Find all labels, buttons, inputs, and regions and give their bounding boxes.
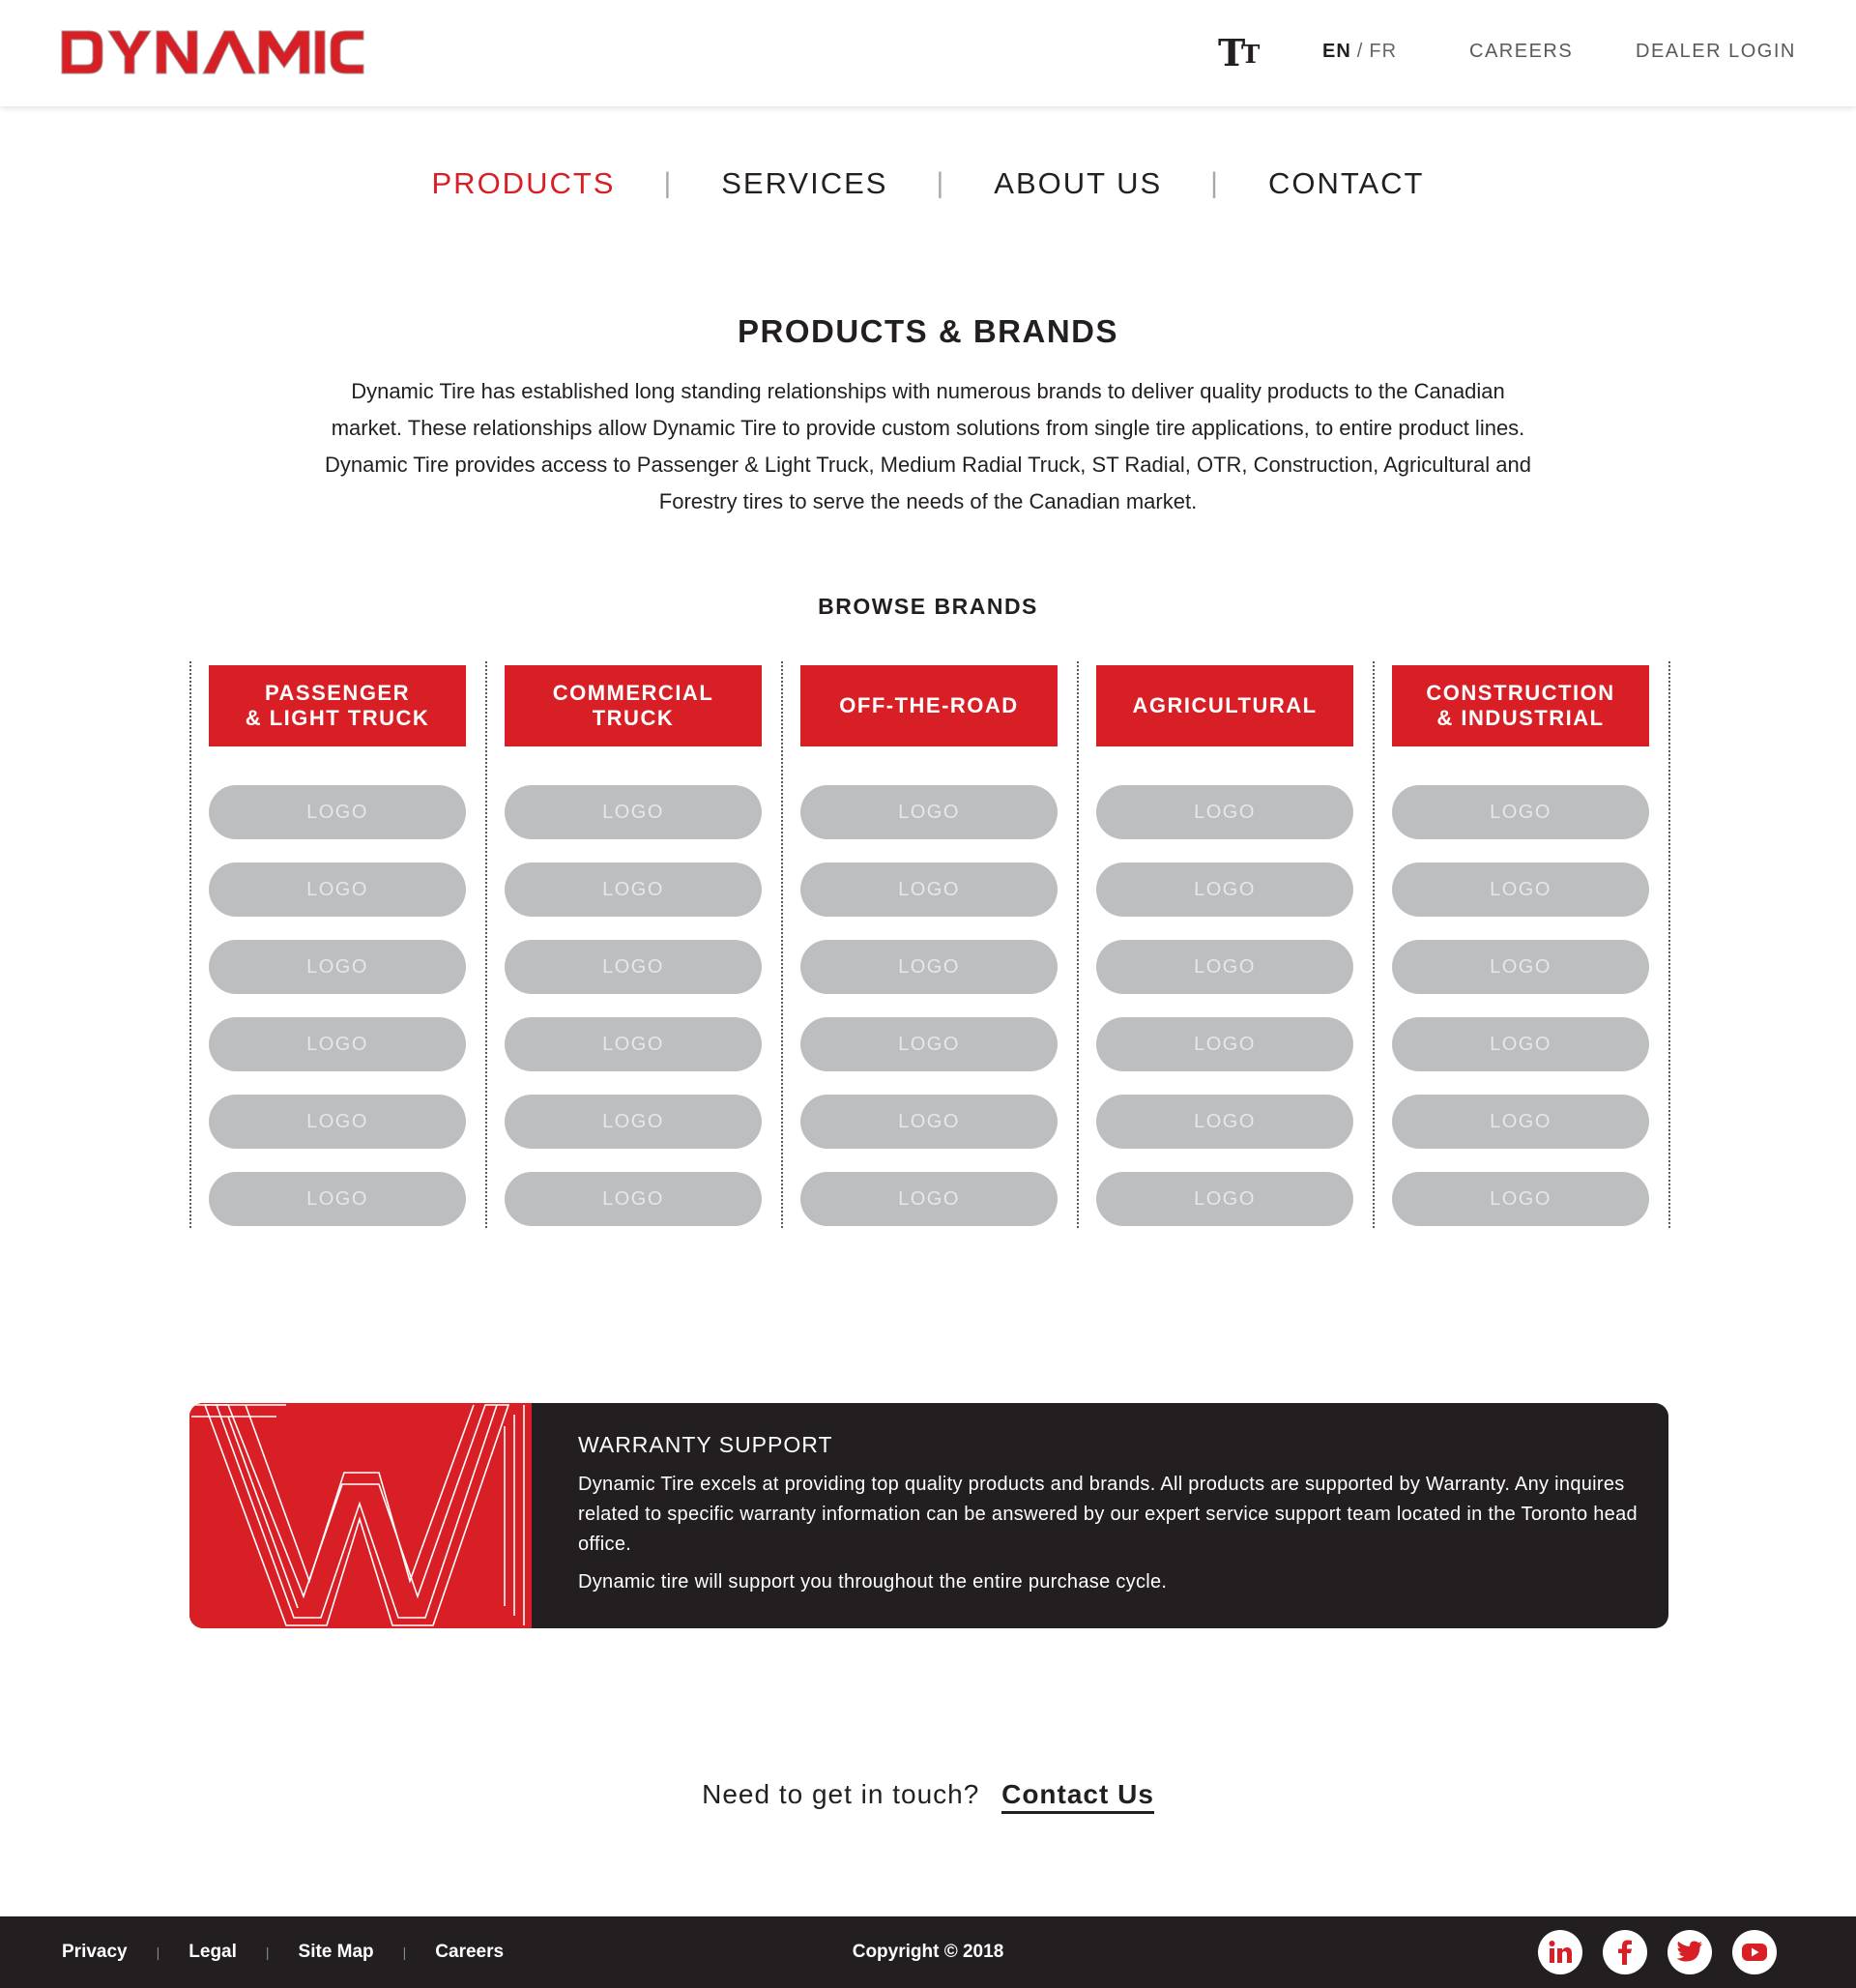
warranty-title: WARRANTY SUPPORT (578, 1432, 833, 1457)
brand-logo[interactable]: LOGO (800, 1017, 1058, 1071)
text-size-icon-large-t: T (1218, 31, 1246, 74)
nav-separator: | (1210, 167, 1220, 199)
brand-logo[interactable]: LOGO (209, 1172, 466, 1226)
brand-logo[interactable]: LOGO (1392, 940, 1649, 994)
contact-us-link[interactable]: Contact Us (1001, 1779, 1154, 1814)
lang-en-link[interactable]: EN (1322, 41, 1351, 62)
main-nav (0, 162, 1856, 205)
category-construction-industrial[interactable]: CONSTRUCTION & INDUSTRIAL (1392, 665, 1649, 746)
column-divider (1077, 661, 1079, 1228)
careers-link[interactable]: CAREERS (1469, 41, 1574, 62)
warranty-w-graphic (189, 1403, 532, 1628)
category-off-the-road[interactable]: OFF-THE-ROAD (800, 665, 1058, 746)
brand-logo[interactable]: LOGO (505, 940, 762, 994)
social-links (1538, 1930, 1777, 1974)
logo-list (1392, 785, 1649, 1226)
brand-logo[interactable]: LOGO (209, 1017, 466, 1071)
lang-separator: / (1356, 41, 1364, 62)
language-switcher (1322, 41, 1397, 63)
brand-logo[interactable]: LOGO (1096, 785, 1353, 839)
column-divider (189, 661, 191, 1228)
brand-column-agricultural (1096, 665, 1353, 1226)
w-outline-graphic (189, 1403, 532, 1628)
youtube-icon[interactable] (1732, 1930, 1777, 1974)
brand-logo[interactable]: LOGO (1096, 862, 1353, 917)
brand-logo[interactable]: LOGO (1096, 940, 1353, 994)
brand-column-commercial (505, 665, 762, 1226)
warranty-text (578, 1432, 1641, 1597)
category-agricultural[interactable]: AGRICULTURAL (1096, 665, 1353, 746)
browse-brands-heading: BROWSE BRANDS (818, 594, 1038, 619)
brand-logo[interactable]: LOGO (505, 1095, 762, 1149)
logo-list (1096, 785, 1353, 1226)
brand-logo[interactable]: LOGO (1096, 1172, 1353, 1226)
brand-logo[interactable]: LOGO (505, 862, 762, 917)
facebook-icon[interactable] (1603, 1930, 1647, 1974)
brand-logo[interactable]: LOGO (1096, 1095, 1353, 1149)
page-title: PRODUCTS & BRANDS (737, 313, 1118, 349)
column-divider (485, 661, 487, 1228)
brand-logo[interactable]: LOGO (505, 1172, 762, 1226)
footer-separator: | (156, 1944, 160, 1960)
column-divider (1668, 661, 1670, 1228)
brand-logo[interactable]: LOGO (1392, 1172, 1649, 1226)
logo-list (209, 785, 466, 1226)
brand-logo[interactable]: LOGO (1392, 1095, 1649, 1149)
linkedin-icon[interactable] (1538, 1930, 1582, 1974)
column-divider (1373, 661, 1375, 1228)
dealer-login-link[interactable]: DEALER LOGIN (1636, 41, 1796, 62)
footer-legal-link[interactable]: Legal (188, 1942, 237, 1962)
contact-question: Need to get in touch? (702, 1779, 980, 1809)
top-header (0, 0, 1856, 106)
footer (0, 1916, 1856, 1988)
nav-contact[interactable]: CONTACT (1267, 166, 1425, 200)
brand-column-construction (1392, 665, 1649, 1226)
category-commercial-truck[interactable]: COMMERCIAL TRUCK (505, 665, 762, 746)
brand-logo[interactable]: LOGO (209, 940, 466, 994)
warranty-card (189, 1403, 1668, 1628)
brand-logo[interactable]: LOGO (505, 1017, 762, 1071)
footer-separator: | (265, 1944, 270, 1960)
brand-column-off-the-road (800, 665, 1058, 1226)
brand-logo[interactable]: LOGO (209, 785, 466, 839)
nav-services[interactable]: SERVICES (721, 166, 888, 200)
nav-separator: | (663, 167, 674, 199)
brand-logo[interactable]: LOGO (800, 940, 1058, 994)
brand-logo[interactable]: LOGO (800, 785, 1058, 839)
brand-column-passenger (209, 665, 466, 1226)
footer-separator: | (402, 1944, 407, 1960)
brand-logo[interactable]: LOGO (800, 862, 1058, 917)
twitter-icon[interactable] (1668, 1930, 1712, 1974)
brand-logo[interactable]: LOGO (1392, 862, 1649, 917)
warranty-paragraph: Dynamic Tire excels at providing top quality products and brands. All products are supported by Warranty. Any inquires related to specific warranty information can be answered by our expert service support team located in the Toronto head office. (578, 1474, 1638, 1555)
brand-logo[interactable]: LOGO (209, 862, 466, 917)
footer-sitemap-link[interactable]: Site Map (298, 1942, 374, 1962)
text-size-icon[interactable] (1218, 31, 1262, 74)
brand-logo[interactable]: LOGO (1096, 1017, 1353, 1071)
brand-logo[interactable]: LOGO (800, 1172, 1058, 1226)
nav-products[interactable]: PRODUCTS (431, 166, 616, 200)
brand-logo[interactable]: LOGO (505, 785, 762, 839)
lang-fr-link[interactable]: FR (1369, 41, 1398, 62)
category-passenger-light-truck[interactable]: PASSENGER & LIGHT TRUCK (209, 665, 466, 746)
brand-logo[interactable]: LOGO (1392, 1017, 1649, 1071)
logo-list (505, 785, 762, 1226)
brand-logo[interactable]: LOGO (800, 1095, 1058, 1149)
column-divider (781, 661, 783, 1228)
logo-list (800, 785, 1058, 1226)
text-size-icon-small-t: T (1241, 41, 1261, 70)
warranty-paragraph-2: Dynamic tire will support you throughout the entire purchase cycle. (578, 1571, 1168, 1593)
contact-prompt (0, 1779, 1856, 1810)
copyright: Copyright © 2018 (852, 1942, 1004, 1962)
dynamic-logo[interactable] (60, 25, 365, 79)
footer-privacy-link[interactable]: Privacy (62, 1942, 128, 1962)
nav-about-us[interactable]: ABOUT US (994, 166, 1163, 200)
dynamic-logo-graphic (60, 25, 365, 79)
brand-logo[interactable]: LOGO (209, 1095, 466, 1149)
footer-careers-link[interactable]: Careers (435, 1942, 505, 1962)
nav-separator: | (936, 167, 946, 199)
brand-logo[interactable]: LOGO (1392, 785, 1649, 839)
intro-paragraph: Dynamic Tire has established long standing relationships with numerous brands to deliver quality products to the Canadian market. These relationships allow Dynamic Tire to provide custom solutions from single tire applications, to entire product lines. Dynamic Tire provides access to Passenger & Light Truck, Medium Radial Truck, ST Radial, OTR, Construction, Agricultural and Forestry tires to serve the needs of the Canadian market. (325, 379, 1531, 513)
